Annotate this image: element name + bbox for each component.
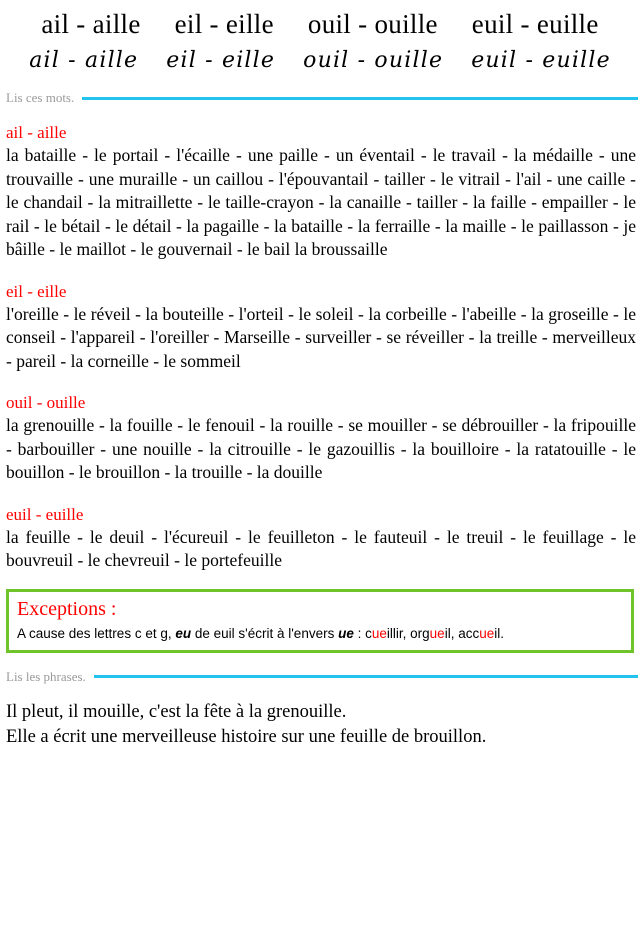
word-block-ouil-title: ouil - ouille	[6, 393, 86, 412]
instruction-read-sentences-label: Lis les phrases.	[6, 668, 86, 684]
header-cursive-title-2: eil - eille	[166, 48, 276, 73]
word-block-ail-title: ail - aille	[6, 123, 67, 142]
word-block-euil	[0, 503, 640, 573]
exceptions-highlight-3: ue	[479, 625, 495, 641]
exceptions-highlight-2: ue	[429, 625, 445, 641]
sentence-1: Il pleut, il mouille, c'est la fête à la grenouille.	[6, 701, 347, 722]
word-block-ouil	[0, 391, 640, 485]
word-block-eil-body: l'oreille - le réveil - la bouteille - l'orteil - le soleil - la corbeille - l'abeille - la groseille - le conseil - l'appareil - l'oreiller - Marseille - surveiller - se réveiller - la treille - merveilleux - pareil - la corneille - le sommeil	[6, 303, 636, 371]
word-block-ail	[0, 121, 640, 262]
exceptions-bold-ue: ue	[338, 625, 354, 641]
header-print-title-2: eil - eille	[174, 9, 274, 39]
sentences-section	[0, 700, 640, 750]
instruction-read-words-rule	[82, 97, 638, 100]
word-block-euil-body: la feuille - le deuil - l'écureuil - le feuilleton - le fauteuil - le treuil - le feuillage - le bouvreuil - le chevreuil - le portefeuille	[6, 526, 636, 570]
exceptions-body	[17, 624, 623, 643]
word-block-eil	[0, 280, 640, 374]
word-block-eil-title: eil - eille	[6, 281, 67, 301]
header-print-title-3: ouil - ouille	[307, 9, 438, 39]
exceptions-bold-eu: eu	[175, 625, 192, 641]
header-cursive-row	[0, 44, 640, 78]
exceptions-text-3: : c	[353, 625, 372, 641]
exceptions-title: Exceptions :	[17, 597, 117, 620]
word-block-ouil-body: la grenouille - la fouille - le fenouil - la rouille - se mouiller - se débrouiller - la fripouille - barbouiller - une nouille - la citrouille - le gazouillis - la bouilloire - la ratatouille - le bouillon - le brouillon - la trouille - la douille	[6, 415, 636, 482]
exceptions-text-2: de euil s'écrit à l'envers	[191, 625, 339, 641]
header-print-row	[0, 6, 640, 42]
header-cursive-title-1: ail - aille	[29, 48, 139, 73]
word-block-euil-title: euil - euille	[6, 504, 84, 524]
sentence-2: Elle a écrit une merveilleuse histoire sur une feuille de brouillon.	[6, 726, 487, 747]
header-print-title-1: ail - aille	[41, 9, 141, 39]
exceptions-highlight-1: ue	[371, 625, 387, 641]
page-header	[0, 0, 640, 78]
header-cursive-title-3: ouil - ouille	[303, 48, 444, 73]
word-block-ail-body: la bataille - le portail - l'écaille - une paille - un éventail - le travail - la médaille - une trouvaille - une muraille - un caillou - l'épouvantail - tailler - le vitrail - l'ail - une caille - le chandail - la mitraillette - le taille-crayon - la canaille - tailler - la faille - empailler - le rail - le bétail - le détail - la pagaille - la bataille - la ferraille - la maille - le paillasson - je bâille - le maillot - le gouvernail - le bail la broussaille	[6, 145, 636, 259]
exceptions-box	[6, 589, 634, 653]
header-print-title-4: euil - euille	[471, 9, 599, 39]
exceptions-text-1: A cause des lettres c et g,	[17, 625, 176, 641]
header-cursive-title-4: euil - euille	[471, 48, 611, 73]
exceptions-text-4: illir, org	[386, 625, 430, 641]
exceptions-text-5: il, acc	[444, 625, 480, 641]
instruction-read-words	[0, 90, 640, 106]
instruction-read-words-label: Lis ces mots.	[6, 90, 75, 105]
instruction-read-sentences-rule	[94, 675, 638, 678]
exceptions-text-6: il.	[494, 625, 504, 641]
instruction-read-sentences	[0, 669, 640, 685]
